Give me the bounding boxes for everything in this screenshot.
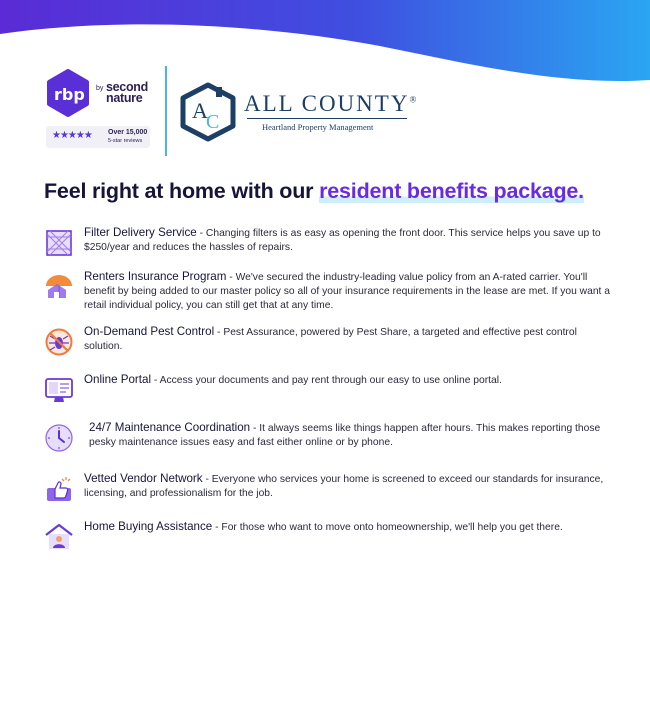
benefit-text bbox=[84, 520, 610, 535]
benefit-description: - Changing filters is as easy as opening the front door. This service helps you save up to $250/year and reduces the hassles of repairs. bbox=[84, 228, 601, 253]
logo-letter-a: A bbox=[192, 98, 208, 123]
air-filter-icon bbox=[44, 228, 74, 258]
company-name-underline bbox=[247, 118, 407, 119]
benefit-renters-insurance bbox=[44, 272, 610, 312]
benefit-online-portal bbox=[44, 375, 610, 405]
benefit-text bbox=[84, 373, 610, 388]
home-buying-icon bbox=[44, 522, 74, 552]
benefit-description: - We've secured the industry-leading value policy from an A-rated carrier. You'll benefit by being added to our master policy so all of your insurance requirements in the lease are met. If you want a retail individual policy, you can still get that at any time. bbox=[84, 272, 611, 311]
benefit-text bbox=[84, 270, 610, 313]
company-name: ALL COUNTY® bbox=[244, 91, 419, 116]
rbp-logo-text: rbp bbox=[54, 85, 85, 104]
benefit-pest-control bbox=[44, 327, 610, 357]
benefit-description: - It always seems like things happen after hours. This makes reporting those pesky maintenance issues easy and fast either online or by phone. bbox=[89, 423, 601, 448]
benefit-title: 24/7 Maintenance Coordination bbox=[89, 421, 251, 434]
benefit-title: Filter Delivery Service bbox=[84, 226, 197, 239]
benefit-title: On-Demand Pest Control bbox=[84, 325, 215, 338]
review-label: 5-star reviews bbox=[108, 138, 143, 144]
clock-icon bbox=[44, 423, 74, 453]
page-headline: Feel right at home with our resident benefits package. bbox=[44, 179, 584, 203]
benefit-title: Vetted Vendor Network bbox=[84, 472, 203, 485]
benefit-vendor-network bbox=[44, 474, 610, 504]
thumbs-up-icon bbox=[44, 474, 74, 504]
umbrella-house-icon bbox=[44, 272, 74, 302]
logo-letter-c: C bbox=[206, 111, 220, 133]
star-rating-icon: ★★★★★ bbox=[52, 130, 92, 141]
benefit-home-buying bbox=[44, 522, 610, 552]
benefit-text bbox=[84, 472, 610, 501]
benefit-description: - Access your documents and pay rent through our easy to use online portal. bbox=[151, 375, 502, 386]
review-count: Over 15,000 bbox=[108, 129, 148, 136]
partner-name: second nature bbox=[106, 80, 148, 105]
benefit-filter-delivery bbox=[44, 228, 610, 258]
headline-highlight: resident benefits package. bbox=[319, 179, 584, 203]
benefit-description: - Everyone who services your home is screened to exceed our standards for insurance, licensing, and professionalism for the job. bbox=[84, 474, 604, 499]
benefit-text bbox=[89, 421, 610, 450]
benefit-title: Renters Insurance Program bbox=[84, 270, 227, 283]
computer-portal-icon bbox=[44, 375, 74, 405]
benefit-maintenance bbox=[44, 423, 610, 453]
no-pest-icon bbox=[44, 327, 74, 357]
company-subtitle: Heartland Property Management bbox=[262, 122, 374, 132]
all-county-logo-icon bbox=[178, 82, 238, 142]
benefit-description: - For those who want to move onto homeownership, we'll help you get there. bbox=[212, 522, 563, 533]
benefit-text bbox=[84, 226, 610, 255]
benefit-text bbox=[84, 325, 610, 354]
reviews-badge bbox=[46, 126, 150, 148]
by-label: by bbox=[96, 85, 104, 92]
benefit-title: Home Buying Assistance bbox=[84, 520, 213, 533]
logo-row bbox=[44, 66, 464, 158]
benefit-title: Online Portal bbox=[84, 373, 152, 386]
logo-divider bbox=[165, 66, 167, 156]
benefit-description: - Pest Assurance, powered by Pest Share, a targeted and effective pest control solution. bbox=[84, 327, 577, 352]
